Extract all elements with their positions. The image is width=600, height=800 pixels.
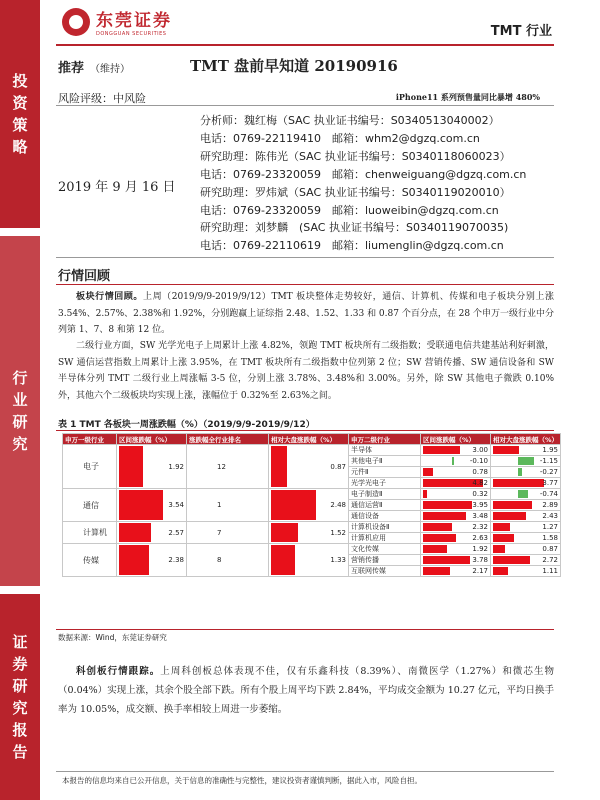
level1-relative — [269, 445, 349, 489]
analyst-line: 电话：0769-23320059 邮箱：luoweibin@dgzq.com.cn — [200, 203, 499, 217]
divider — [56, 105, 554, 106]
sidebar-char: 究 — [12, 435, 28, 453]
value-bar — [493, 567, 508, 575]
sidebar-char: 略 — [12, 138, 28, 156]
value-text: 3.95 — [472, 501, 488, 509]
level2-sector-name: 通信运营Ⅱ — [349, 500, 421, 511]
analyst-line: 电话：0769-22119410 邮箱：whm2@dgzq.com.cn — [200, 131, 480, 145]
col-header: 涨跌幅全行业排名 — [187, 434, 269, 445]
value-text: 3.48 — [472, 512, 488, 520]
level2-relative — [491, 522, 561, 533]
value-bar — [423, 545, 447, 553]
table-header-row — [63, 434, 561, 445]
value-bar — [119, 523, 151, 542]
sidebar-char: 券 — [12, 655, 28, 673]
paragraph-subsector-review: 二级行业方面，SW 光学光电子上周累计上涨 4.82%，领跑 TMT 板块所有二级指数；受联通电信共建基站利好刺激，SW 通信运营指数上周累计上涨 3.95%，在 TMT 板块所有二级指数中位列第 2 位；SW 营销传播、SW 通信设备和 SW 半导体分列 TMT 二级行业上周涨幅 3-5 位，分别上涨 3.78%、3.48%和 3.00%。另外，除 SW 其他电子微跌 0.10%外，其他六个二级板块均实现上涨，涨幅位于 0.32%至 2.63%之间。 — [58, 341, 554, 401]
value-text: -0.74 — [539, 490, 559, 498]
header-divider — [56, 44, 554, 46]
value-bar — [493, 556, 530, 564]
col-header: 相对大盘涨跌幅（%） — [269, 434, 349, 445]
value-text: 2.17 — [472, 567, 488, 575]
value-bar — [119, 545, 149, 575]
level2-relative — [491, 489, 561, 500]
value-text: 0.87 — [330, 462, 346, 471]
value-text: 1.92 — [168, 462, 184, 471]
value-text: 1.52 — [330, 528, 346, 537]
level2-sector-name: 互联网传媒 — [349, 566, 421, 577]
col-header: 区间涨跌幅（%） — [117, 434, 187, 445]
sidebar-char: 资 — [12, 94, 28, 112]
col-header: 申万二级行业 — [349, 434, 421, 445]
level1-relative — [269, 489, 349, 522]
level2-change — [421, 555, 491, 566]
value-text: 1.33 — [330, 556, 346, 564]
level2-change — [421, 533, 491, 544]
analyst-line: 电话：0769-23320059 邮箱：chenweiguang@dgzq.com.cn — [200, 167, 527, 181]
analyst-line: 研究助理：刘梦麟 (SAC 执业证书编号：S0340119070035) — [200, 221, 509, 235]
value-bar — [119, 446, 143, 487]
disclaimer: 本报告的信息均来自已公开信息，关于信息的准确性与完整性，建议投资者谨慎判断，据此入市，风险自担。 — [62, 776, 422, 785]
analyst-line: 分析师：魏红梅（SAC 执业证书编号：S0340513040002） — [200, 114, 500, 127]
value-bar — [423, 512, 466, 520]
level1-sector-name: 传媒 — [63, 544, 117, 577]
paragraph-sector-review — [58, 289, 554, 339]
table-source: 数据来源：Wind，东莞证券研究 — [58, 633, 167, 642]
level2-change — [421, 522, 491, 533]
divider — [56, 257, 554, 258]
value-bar — [423, 567, 450, 575]
report-title: TMT 盘前早知道 20190916 — [190, 57, 398, 75]
paragraph-lead: 板块行情回顾。 — [76, 292, 143, 302]
level2-sector-name: 计算机应用 — [349, 533, 421, 544]
value-text: -0.10 — [469, 457, 488, 465]
value-bar — [271, 523, 298, 542]
level2-sector-name: 元件Ⅱ — [349, 467, 421, 478]
footer-divider — [56, 771, 554, 772]
value-bar — [493, 523, 510, 531]
analyst-line: 研究助理：罗炜斌（SAC 执业证书编号：S0340119020010） — [200, 185, 511, 199]
level1-change — [117, 445, 187, 489]
value-bar — [493, 446, 519, 454]
level2-change — [421, 456, 491, 467]
logo-name: 东莞证券 — [96, 11, 172, 31]
value-bar — [423, 534, 456, 542]
value-bar — [119, 490, 163, 520]
table-row — [63, 445, 561, 456]
level2-relative — [491, 445, 561, 456]
value-bar — [423, 523, 452, 531]
table-bottom-rule — [56, 629, 554, 630]
level1-rank: 1 — [187, 489, 269, 522]
value-text: 2.63 — [472, 534, 488, 542]
level2-relative — [491, 555, 561, 566]
level2-relative — [491, 566, 561, 577]
value-bar — [452, 457, 454, 465]
level2-change — [421, 544, 491, 555]
value-text: 1.92 — [472, 545, 488, 553]
level2-relative — [491, 511, 561, 522]
sidebar-investment-strategy — [0, 0, 40, 228]
table-row — [63, 489, 561, 500]
value-text: 0.32 — [472, 490, 488, 498]
value-bar — [271, 545, 295, 575]
level1-relative — [269, 522, 349, 544]
sidebar-char: 策 — [12, 116, 28, 134]
level2-change — [421, 467, 491, 478]
level2-change — [421, 478, 491, 489]
level1-change — [117, 489, 187, 522]
level1-sector-name: 电子 — [63, 445, 117, 489]
risk-level: 风险评级：中风险 — [58, 92, 146, 105]
paragraph-text: 上周科创板总体表现不佳，仅有乐鑫科技（8.39%）、南微医学（1.27%）和微芯生物（0.04%）实现上涨，其余个股全部下跌。所有个股上周平均下跌 2.84%，平均成交金额为 10.27 亿元，平均日换手率为 10.05%，成交额、换手率相较上周进一步萎缩。 — [58, 666, 554, 715]
value-bar — [423, 490, 427, 498]
value-text: 3.77 — [542, 479, 559, 487]
paragraph-lead: 科创板行情跟踪。 — [76, 666, 161, 677]
value-text: 0.87 — [542, 545, 559, 553]
paragraph-star-market — [58, 662, 554, 719]
sidebar-char: 报 — [12, 721, 28, 739]
value-text: 0.78 — [472, 468, 488, 476]
table-title: 表 1 TMT 各板块一周涨跌幅（%）（2019/9/9-2019/9/12） — [58, 420, 315, 430]
rating-value: 推荐 — [58, 61, 85, 76]
level2-relative — [491, 533, 561, 544]
value-text: 4.82 — [472, 479, 488, 487]
value-bar — [423, 468, 433, 476]
level1-sector-name: 通信 — [63, 489, 117, 522]
section-title: 行情回顾 — [58, 269, 111, 284]
level2-relative — [491, 467, 561, 478]
level2-change — [421, 445, 491, 456]
sidebar-industry-research — [0, 236, 40, 586]
level1-rank: 7 — [187, 522, 269, 544]
value-text: 1.58 — [542, 534, 559, 542]
logo-mark-icon — [62, 8, 90, 36]
value-bar — [423, 556, 470, 564]
level1-change — [117, 522, 187, 544]
col-header: 申万一级行业 — [63, 434, 117, 445]
table-row — [63, 544, 561, 555]
table-top-rule — [56, 430, 554, 431]
level1-rank: 8 — [187, 544, 269, 577]
value-text: 2.89 — [542, 501, 559, 509]
value-bar — [423, 501, 472, 509]
sidebar-char: 告 — [12, 743, 28, 761]
level2-relative — [491, 500, 561, 511]
value-bar — [271, 490, 316, 520]
level2-sector-name: 文化传媒 — [349, 544, 421, 555]
value-bar — [493, 479, 544, 487]
value-text: 1.11 — [542, 567, 559, 575]
value-bar — [493, 534, 514, 542]
level2-change — [421, 500, 491, 511]
level1-rank: 12 — [187, 445, 269, 489]
level2-sector-name: 计算机设备Ⅱ — [349, 522, 421, 533]
sidebar-char: 究 — [12, 699, 28, 717]
level2-change — [421, 566, 491, 577]
value-bar — [493, 545, 505, 553]
level1-relative — [269, 544, 349, 577]
level2-sector-name: 光学光电子 — [349, 478, 421, 489]
value-text: 1.27 — [542, 523, 559, 531]
sector-performance-table — [62, 433, 561, 577]
company-logo — [62, 6, 172, 37]
level2-sector-name: 其他电子Ⅱ — [349, 456, 421, 467]
level2-change — [421, 489, 491, 500]
value-bar — [271, 446, 287, 487]
value-text: 1.95 — [542, 446, 559, 454]
value-bar — [518, 457, 534, 465]
level2-sector-name: 半导体 — [349, 445, 421, 456]
value-text: -0.27 — [539, 468, 559, 476]
value-text: 2.48 — [330, 501, 346, 509]
rating-note: （维持） — [90, 64, 131, 75]
value-text: 2.57 — [168, 528, 184, 537]
level2-relative — [491, 544, 561, 555]
value-text: 2.72 — [542, 556, 559, 564]
sidebar-char: 行 — [12, 369, 28, 387]
level1-change — [117, 544, 187, 577]
section-divider — [56, 284, 554, 285]
sidebar-securities-report — [0, 594, 40, 800]
value-bar — [493, 512, 526, 520]
report-date: 2019 年 9 月 16 日 — [58, 180, 176, 195]
level2-sector-name: 电子制造Ⅱ — [349, 489, 421, 500]
industry-label: TMT 行业 — [490, 24, 552, 39]
logo-english-name: DONGGUAN SECURITIES — [96, 31, 167, 37]
level1-sector-name: 计算机 — [63, 522, 117, 544]
analyst-line: 研究助理：陈伟光（SAC 执业证书编号：S0340118060023） — [200, 149, 511, 163]
level2-sector-name: 营销传播 — [349, 555, 421, 566]
report-subtitle: iPhone11 系列预售量同比暴增 480% — [395, 92, 540, 102]
value-text: 3.00 — [472, 446, 488, 454]
sidebar-char: 研 — [12, 413, 28, 431]
level2-relative — [491, 478, 561, 489]
value-text: 2.43 — [542, 512, 559, 520]
level2-sector-name: 通信设备 — [349, 511, 421, 522]
value-text: 3.78 — [472, 556, 488, 564]
analyst-list — [200, 112, 526, 255]
value-bar — [518, 490, 528, 498]
value-text: -1.15 — [539, 457, 559, 465]
col-header: 区间涨跌幅（%） — [421, 434, 491, 445]
value-bar — [518, 468, 522, 476]
value-text: 2.32 — [472, 523, 488, 531]
table-row — [63, 522, 561, 533]
value-bar — [423, 446, 460, 454]
analyst-line: 电话：0769-22110619 邮箱：liumenglin@dgzq.com.cn — [200, 239, 504, 253]
paragraph-text: 上周（2019/9/9-2019/9/12）TMT 板块整体走势较好，通信、计算机、传媒和电子板块分别上涨 3.54%、2.57%、2.38%和 1.92%，分别跑赢上证综指 2.48、1.52、1.33 和 0.87 个百分点，在 28 个申万一级行业中分列第 1、7、8 和第 12 位。 — [58, 292, 554, 335]
level2-relative — [491, 456, 561, 467]
col-header: 相对大盘涨跌幅（%） — [491, 434, 561, 445]
value-bar — [493, 501, 532, 509]
sidebar-char: 证 — [12, 633, 28, 651]
sidebar-char: 投 — [12, 72, 28, 90]
value-text: 3.54 — [168, 501, 184, 509]
sidebar-char: 业 — [12, 391, 28, 409]
rating — [58, 57, 130, 76]
sidebar-char: 研 — [12, 677, 28, 695]
value-text: 2.38 — [168, 556, 184, 564]
level2-change — [421, 511, 491, 522]
